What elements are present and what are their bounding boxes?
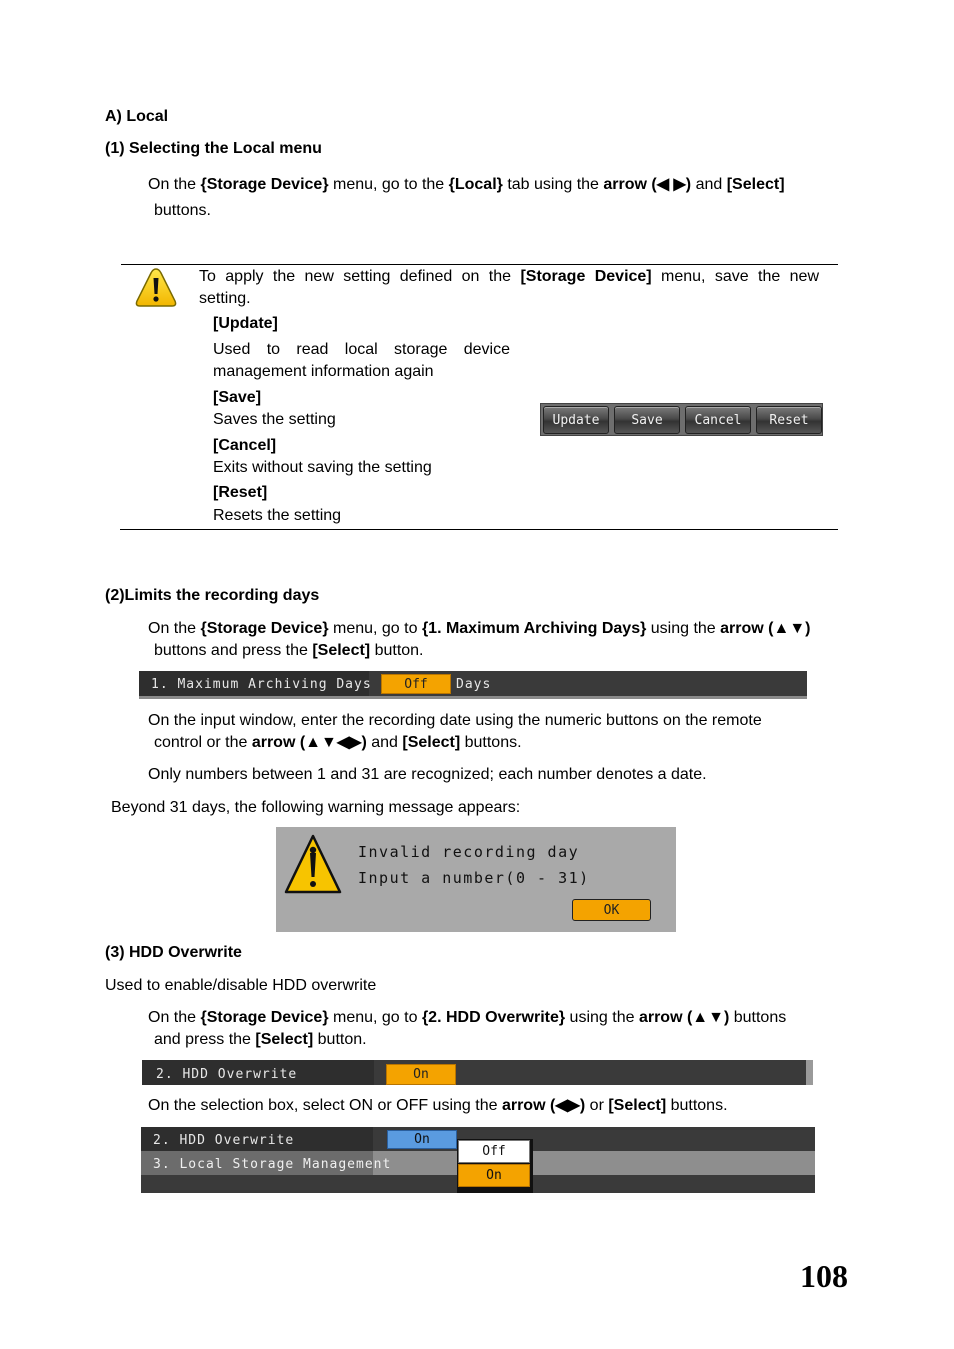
hdd-dropdown-panel (141, 1127, 815, 1193)
reset-desc: Resets the setting (213, 507, 342, 524)
button-strip (540, 403, 823, 436)
update-title: [Update] (213, 315, 278, 332)
update-desc-1: Used to read local storage device (213, 341, 510, 358)
dropdown-option-on[interactable]: On (458, 1164, 530, 1187)
dropdown-options-list (457, 1139, 533, 1193)
warning-line-2: Input a number(0 - 31) (358, 869, 590, 887)
reset-button[interactable]: Reset (756, 406, 822, 434)
save-title: [Save] (213, 389, 262, 406)
warning-dialog (276, 827, 676, 932)
section-heading-local: A) Local (105, 108, 169, 125)
cancel-desc: Exits without saving the setting (213, 459, 432, 476)
save-button[interactable]: Save (614, 406, 680, 434)
hdd-overwrite-label: 2. HDD Overwrite (156, 1067, 298, 1082)
note-line2: setting. (199, 290, 251, 307)
paragraph-intro-cont: buttons. (154, 202, 211, 219)
page-number: 108 (800, 1258, 848, 1294)
dropdown-current-value[interactable]: On (387, 1130, 457, 1149)
warning-icon (284, 833, 342, 895)
max-archiving-days-value[interactable]: Off (381, 674, 451, 694)
dropdown-row2-label[interactable]: 3. Local Storage Management (153, 1157, 392, 1172)
paragraph-range: Only numbers between 1 and 31 are recognized; each number denotes a date. (148, 766, 707, 783)
save-desc: Saves the setting (213, 411, 336, 428)
note-bottom-rule (120, 529, 838, 530)
paragraph-limits-2: buttons and press the [Select] button. (154, 642, 424, 659)
cancel-title: [Cancel] (213, 437, 277, 454)
dropdown-option-off[interactable]: Off (458, 1140, 530, 1163)
hdd-overwrite-row[interactable] (142, 1060, 813, 1085)
paragraph-hdd-1: On the {Storage Device} menu, go to {2. HDD Overwrite} using the arrow (▲▼) buttons (148, 1009, 787, 1026)
section-heading-limits: (2)Limits the recording days (105, 587, 320, 604)
note-line1: To apply the new setting defined on the [Storage Device] menu, save the new (199, 268, 820, 285)
section-heading-selecting: (1) Selecting the Local menu (105, 140, 322, 157)
paragraph-limits-1: On the {Storage Device} menu, go to {1. Maximum Archiving Days} using the arrow (▲▼) (148, 620, 811, 637)
update-button[interactable]: Update (543, 406, 609, 434)
paragraph-input-1: On the input window, enter the recording date using the numeric buttons on the remote (148, 712, 762, 729)
paragraph-intro: On the {Storage Device} menu, go to the {Local} tab using the arrow (◀ ▶) and [Select] (148, 176, 785, 193)
paragraph-hdd-2: and press the [Select] button. (154, 1031, 367, 1048)
section-heading-hdd: (3) HDD Overwrite (105, 944, 242, 961)
reset-title: [Reset] (213, 484, 268, 501)
dropdown-row1-label: 2. HDD Overwrite (153, 1133, 295, 1148)
warning-line-1: Invalid recording day (358, 843, 580, 861)
max-archiving-days-row[interactable] (139, 671, 807, 699)
caution-icon (134, 266, 178, 310)
max-archiving-days-label: 1. Maximum Archiving Days (151, 677, 372, 692)
note-top-rule (121, 264, 838, 265)
paragraph-warning-intro: Beyond 31 days, the following warning message appears: (111, 799, 521, 816)
paragraph-input-2: control or the arrow (▲▼◀▶) and [Select] buttons. (154, 734, 522, 751)
ok-button[interactable]: OK (572, 899, 651, 921)
cancel-button[interactable]: Cancel (685, 406, 751, 434)
days-unit-label: Days (456, 677, 492, 692)
hdd-overwrite-value[interactable]: On (386, 1064, 456, 1085)
paragraph-hdd-desc: Used to enable/disable HDD overwrite (105, 977, 377, 994)
update-desc-2: management information again (213, 363, 434, 380)
paragraph-selection: On the selection box, select ON or OFF using the arrow (◀▶) or [Select] buttons. (148, 1097, 728, 1114)
